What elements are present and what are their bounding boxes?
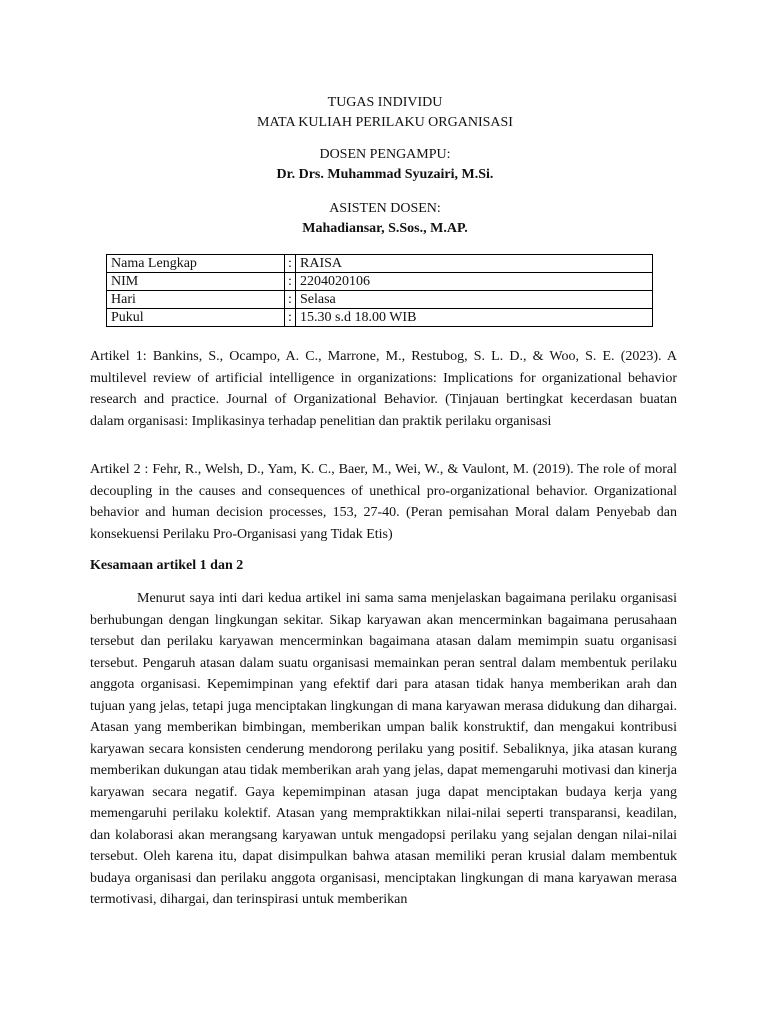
lecturer-block xyxy=(90,145,680,185)
table-cell-value: Selasa xyxy=(296,291,653,309)
table-cell-label: Nama Lengkap xyxy=(107,255,285,273)
table-row xyxy=(107,273,653,291)
course-title: MATA KULIAH PERILAKU ORGANISASI xyxy=(257,115,513,130)
section-heading: Kesamaan artikel 1 dan 2 xyxy=(90,558,244,573)
title-line: TUGAS INDIVIDU xyxy=(327,95,443,110)
table-cell-label: Pukul xyxy=(107,309,285,327)
lecturer-label: DOSEN PENGAMPU: xyxy=(319,147,451,162)
table-cell-separator: : xyxy=(285,255,296,273)
student-info-table xyxy=(106,254,653,327)
assistant-name: Mahadiansar, S.Sos., M.AP. xyxy=(302,221,468,236)
table-cell-value: RAISA xyxy=(296,255,653,273)
table-cell-value: 2204020106 xyxy=(296,273,653,291)
table-cell-label: Hari xyxy=(107,291,285,309)
section-body-paragraph: Menurut saya inti dari kedua artikel ini sama sama menjelaskan bagaimana perilaku organisasi berhubungan dengan lingkungan sekitar. Sikap karyawan akan mencerminkan bagaimana perusahaan tersebut dan perilaku karyawan mencerminkan bagaimana atasan dalam memimpin suatu organisasi tersebut. Pengaruh atasan dalam suatu organisasi memainkan peran sentral dalam membentuk perilaku anggota organisasi. Kepemimpinan yang efektif dari para atasan tidak hanya memberikan arah dan tujuan yang jelas, tetapi juga menciptakan lingkungan di mana karyawan merasa didukung dan dihargai. Atasan yang memberikan bimbingan, memberikan umpan balik konstruktif, dan mengakui kontribusi karyawan secara konsisten cenderung mendorong perilaku yang positif. Sebaliknya, jika atasan kurang memberikan dukungan atau tidak memberikan arah yang jelas, dapat memengaruhi motivasi dan kinerja karyawan secara negatif. Gaya kepemimpinan atasan juga dapat menciptakan budaya kerja yang memengaruhi perilaku kolektif. Atasan yang mempraktikkan nilai-nilai seperti transparansi, keadilan, dan kolaborasi akan merangsang karyawan untuk mengadopsi perilaku yang sejalan dengan nilai-nilai tersebut. Oleh karena itu, dapat disimpulkan bahwa atasan memiliki peran krusial dalam membentuk budaya organisasi dan perilaku anggota organisasi, menciptakan lingkungan di mana karyawan merasa termotivasi, dihargai, dan terinspirasi untuk memberikan xyxy=(90,591,677,907)
assistant-block xyxy=(90,199,680,239)
table-row xyxy=(107,291,653,309)
article-1-reference: Artikel 1: Bankins, S., Ocampo, A. C., Marrone, M., Restubog, S. L. D., & Woo, S. E. (2023). A multilevel review of artificial intelligence in organizations: Implications for organizational behavior research and practice. Journal of Organizational Behavior. (Tinjauan bertingkat kecerdasan buatan dalam organisasi: Implikasinya terhadap penelitian dan praktik perilaku organisasi xyxy=(90,349,677,429)
assistant-label: ASISTEN DOSEN: xyxy=(329,201,441,216)
table-cell-separator: : xyxy=(285,309,296,327)
table-cell-separator: : xyxy=(285,291,296,309)
title-block xyxy=(90,93,680,133)
table-cell-label: NIM xyxy=(107,273,285,291)
table-cell-separator: : xyxy=(285,273,296,291)
table-row xyxy=(107,309,653,327)
lecturer-name: Dr. Drs. Muhammad Syuzairi, M.Si. xyxy=(276,167,494,182)
article-2-reference: Artikel 2 : Fehr, R., Welsh, D., Yam, K. C., Baer, M., Wei, W., & Vaulont, M. (2019). The role of moral decoupling in the causes and consequences of unethical pro-organizational behavior. Organizational behavior and human decision processes, 153, 27-40. (Peran pemisahan Moral dalam Penyebab dan konsekuensi Perilaku Pro-Organisasi yang Tidak Etis) xyxy=(90,462,677,542)
table-cell-value: 15.30 s.d 18.00 WIB xyxy=(296,309,653,327)
table-row xyxy=(107,255,653,273)
